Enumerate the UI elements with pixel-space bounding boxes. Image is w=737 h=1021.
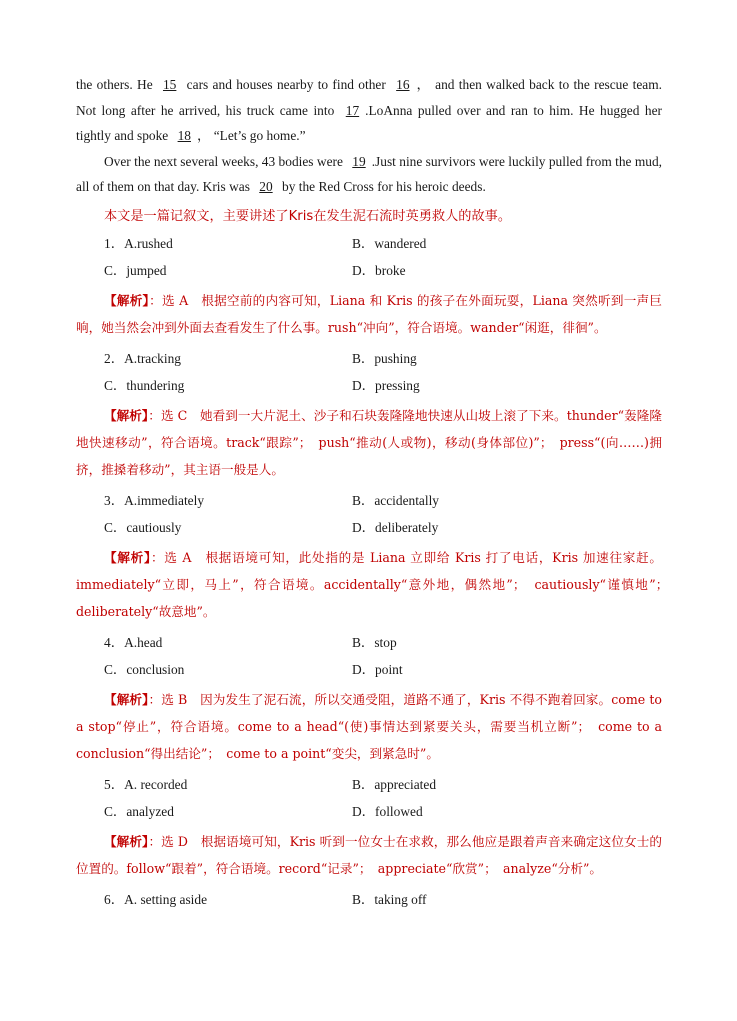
analysis-body: ：选 C 她看到一大片泥土、沙子和石块轰隆隆地快速从山坡上滚了下来。thunder“轰隆隆地快速移动”，符合语境。track“跟踪”； push“推动(人或物)，移动(身体部位)”； press“(向……)拥挤，推搡着移动”，其主语一般是人。 (76, 407, 663, 477)
option-d: D．broke (352, 263, 406, 278)
question-1 (76, 230, 662, 341)
option-a: 3．A.immediately (104, 492, 205, 508)
option-d: D．pressing (352, 378, 420, 393)
passage-text: .LoAnna pulled over and ran to him. He hugged her tightly and spoke (76, 102, 662, 143)
passage-text: by the Red Cross for his heroic deeds. (278, 179, 486, 194)
passage-text: cars and houses nearby to find other (182, 77, 391, 92)
analysis-body: ：选 B 因为发生了泥石流，所以交通受阻，道路不通了，Kris 不得不跑着回家。come to a stop“停止”，符合语境。come to a head“(使)事情达到紧要关头，需要当机立断”； come to a conclusion“得出结论”； come to a point“变尖，到紧急时”。 (76, 691, 662, 761)
option-b: B．accidentally (352, 492, 440, 508)
question-3 (76, 487, 675, 625)
option-a: 1．A.rushed (104, 235, 173, 251)
analysis-body: ：选 D 根据语境可知，Kris 听到一位女士在求救，那么他应是跟着声音来确定这位女士的位置的。follow“跟着”，符合语境。record“记录”； appreciate“欣赏”； analyze“分析”。 (76, 833, 663, 876)
analysis-tag: 【解析】 (104, 691, 149, 707)
blank-20: 20 (259, 179, 273, 194)
analysis-text (76, 287, 662, 341)
question-6 (76, 886, 662, 914)
analysis-text (76, 686, 662, 767)
analysis-body: ：选 A 根据语境可知，此处指的是 Liana 立即给 Kris 打了电话，Kris 加速往家赶。immediately“立即，马上”，符合语境。accidentally“意外地，偶然地”； cautiously“谨慎地”； deliberately“故意地”。 (76, 549, 675, 619)
option-a: 4．A.head (104, 634, 163, 650)
analysis-tag: 【解析】 (104, 292, 150, 308)
option-a: 6．A. setting aside (104, 891, 208, 907)
passage-text: ， “Let’s go home.” (196, 128, 306, 143)
option-c: C．thundering (104, 378, 185, 393)
passage-text: the others. He (76, 77, 157, 92)
blank-16: 16 (396, 77, 410, 92)
option-row (76, 230, 662, 258)
option-row (76, 345, 662, 373)
option-row (76, 514, 662, 542)
option-b: B．wandered (352, 235, 427, 251)
passage-paragraph-1 (76, 72, 662, 149)
option-row (76, 629, 662, 657)
option-c: C．conclusion (104, 662, 185, 677)
analysis-tag: 【解析】 (104, 833, 149, 849)
option-row (76, 372, 662, 400)
option-row (76, 886, 662, 914)
blank-15: 15 (162, 77, 177, 92)
blank-18: 18 (177, 128, 191, 143)
passage-text: Over the next several weeks, 43 bodies were (104, 153, 347, 169)
option-c: C．analyzed (104, 804, 174, 819)
page-content (76, 72, 675, 913)
option-row (76, 257, 662, 285)
blank-17: 17 (345, 102, 360, 118)
option-a: 2．A.tracking (104, 350, 181, 366)
option-row (76, 771, 662, 799)
passage-paragraph-2 (76, 149, 662, 200)
option-b: B．appreciated (352, 776, 437, 792)
option-row (76, 487, 662, 515)
option-d: D．point (352, 662, 403, 677)
option-c: C．cautiously (104, 520, 182, 535)
option-c: C．jumped (104, 263, 167, 278)
option-b: B．pushing (352, 350, 417, 366)
analysis-tag: 【解析】 (104, 407, 149, 423)
option-a: 5．A. recorded (104, 776, 188, 792)
analysis-tag: 【解析】 (104, 549, 151, 565)
option-d: D．deliberately (352, 520, 439, 535)
question-list (76, 230, 675, 914)
option-row (76, 798, 662, 826)
blank-19: 19 (352, 153, 366, 169)
question-4 (76, 629, 662, 767)
analysis-text (76, 544, 675, 625)
question-5 (76, 771, 662, 882)
analysis-text (76, 828, 662, 882)
option-d: D．followed (352, 804, 423, 819)
option-b: B．stop (352, 634, 397, 650)
option-row (76, 656, 662, 684)
analysis-text (76, 402, 662, 483)
passage-text: ， and then walked back to the rescue team. Not long after he arrived, his truck came into (76, 77, 662, 118)
question-2 (76, 345, 662, 483)
passage-text: .Just nine survivors were luckily pulled from the mud, all of them on that day. Kris was (76, 153, 662, 194)
option-b: B．taking off (352, 891, 427, 907)
summary-text: 本文是一篇记叙文，主要讲述了Kris在发生泥石流时英勇救人的故事。 (104, 208, 512, 224)
analysis-body: ：选 A 根据空前的内容可知，Liana 和 Kris 的孩子在外面玩耍，Liana 突然听到一声巨响，她当然会冲到外面去查看发生了什么事。rush“冲向”，符合语境。wander“闲逛，徘徊”。 (76, 292, 662, 335)
